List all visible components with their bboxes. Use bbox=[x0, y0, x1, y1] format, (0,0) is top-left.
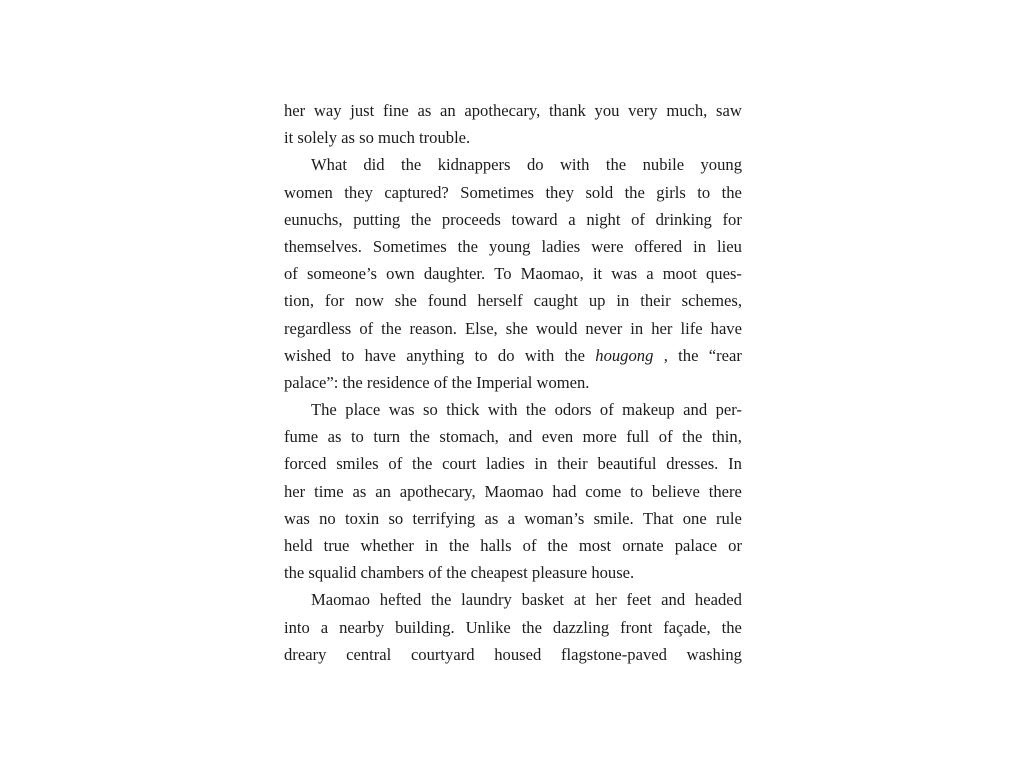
word: the bbox=[564, 345, 585, 365]
page-text bbox=[284, 97, 742, 668]
text-line bbox=[284, 260, 742, 287]
word: dresses. bbox=[666, 454, 719, 474]
word: was bbox=[284, 508, 310, 528]
word: Else, bbox=[464, 318, 498, 338]
word: courtyard bbox=[410, 644, 475, 664]
word: The bbox=[311, 400, 337, 420]
word: terrifying bbox=[412, 508, 476, 528]
word: of bbox=[284, 264, 298, 284]
word: per- bbox=[715, 400, 742, 420]
word: were bbox=[591, 236, 624, 256]
text-line bbox=[284, 179, 742, 206]
word: never bbox=[585, 318, 623, 338]
text-line bbox=[284, 342, 742, 369]
word: women bbox=[284, 182, 333, 202]
word: with bbox=[524, 345, 555, 365]
word: housed bbox=[494, 644, 542, 664]
word: more bbox=[582, 427, 617, 447]
word: as bbox=[484, 508, 499, 528]
word: the bbox=[412, 454, 433, 474]
word: her bbox=[595, 590, 617, 610]
word: herself bbox=[477, 291, 523, 311]
word: and bbox=[683, 400, 708, 420]
word: an bbox=[440, 101, 456, 120]
paragraph bbox=[284, 97, 742, 151]
word: fume bbox=[284, 427, 319, 447]
word: her bbox=[284, 101, 306, 120]
word: saw bbox=[716, 101, 742, 120]
word: dazzling bbox=[552, 617, 610, 637]
word: the bbox=[682, 427, 703, 447]
word: had bbox=[552, 481, 577, 501]
word: time bbox=[314, 481, 344, 501]
word: captured? bbox=[384, 182, 449, 202]
word: makeup bbox=[622, 400, 675, 420]
word: her bbox=[284, 481, 306, 501]
word: and bbox=[661, 590, 686, 610]
word: anything bbox=[406, 345, 465, 365]
word: the bbox=[409, 427, 430, 447]
line-text: the squalid chambers of the cheapest pleasure house. bbox=[284, 563, 635, 583]
word: , bbox=[663, 345, 668, 365]
word: much, bbox=[666, 101, 708, 120]
word: toward bbox=[511, 209, 558, 229]
word: Sometimes bbox=[460, 182, 534, 202]
word: held bbox=[284, 536, 313, 555]
word: thank bbox=[548, 101, 586, 120]
word: with bbox=[559, 155, 590, 175]
word: smile. bbox=[593, 508, 634, 528]
text-line bbox=[284, 396, 742, 423]
word: dreary bbox=[284, 644, 327, 664]
word: to bbox=[341, 345, 355, 365]
word: in bbox=[534, 454, 548, 474]
word: the bbox=[721, 182, 742, 202]
word: in bbox=[616, 291, 630, 311]
word: night bbox=[586, 209, 621, 229]
word: believe bbox=[651, 481, 700, 501]
word: drinking bbox=[655, 209, 712, 229]
word: one bbox=[682, 508, 707, 528]
word: toxin bbox=[345, 508, 380, 528]
word: very bbox=[628, 101, 658, 120]
word: of bbox=[359, 318, 374, 338]
word: for bbox=[722, 209, 742, 229]
word: the bbox=[457, 236, 478, 256]
word: their bbox=[640, 291, 671, 311]
word: tion, bbox=[284, 291, 314, 311]
word: “rear bbox=[708, 345, 742, 365]
word: in bbox=[693, 236, 707, 256]
word: basket bbox=[521, 590, 564, 610]
text-line bbox=[284, 124, 742, 151]
word: the bbox=[431, 590, 452, 610]
word: central bbox=[346, 644, 392, 664]
word: court bbox=[442, 454, 477, 474]
word: do bbox=[526, 155, 544, 175]
word: true bbox=[323, 536, 350, 555]
word: found bbox=[427, 291, 467, 311]
word: the bbox=[547, 536, 568, 555]
word: of bbox=[599, 400, 614, 420]
word: into bbox=[284, 617, 310, 637]
word: palace bbox=[674, 536, 718, 555]
paragraph bbox=[284, 396, 742, 586]
word: a bbox=[568, 209, 576, 229]
word: Sometimes bbox=[372, 236, 447, 256]
word: now bbox=[355, 291, 384, 311]
word: an bbox=[375, 481, 391, 501]
word: the bbox=[521, 617, 542, 637]
word: do bbox=[497, 345, 515, 365]
word: apothecary, bbox=[399, 481, 476, 501]
word: In bbox=[728, 454, 742, 474]
word: front bbox=[620, 617, 653, 637]
word: her bbox=[651, 318, 673, 338]
word: young bbox=[488, 236, 531, 256]
word: forced bbox=[284, 454, 327, 474]
word: their bbox=[557, 454, 588, 474]
word: apothecary, bbox=[464, 101, 541, 120]
word: just bbox=[350, 101, 375, 120]
text-line bbox=[284, 233, 742, 260]
word: they bbox=[545, 182, 575, 202]
word: have bbox=[364, 345, 396, 365]
word: headed bbox=[694, 590, 742, 610]
word: was bbox=[388, 400, 415, 420]
word: kidnappers bbox=[437, 155, 511, 175]
word: odors bbox=[554, 400, 592, 420]
word: would bbox=[535, 318, 578, 338]
word: the bbox=[401, 155, 422, 175]
word: turn bbox=[373, 427, 401, 447]
word: for bbox=[324, 291, 345, 311]
word: nubile bbox=[642, 155, 685, 175]
word: thin, bbox=[711, 427, 742, 447]
word: to bbox=[630, 481, 644, 501]
word: there bbox=[708, 481, 742, 501]
text-line bbox=[284, 423, 742, 450]
word: stomach, bbox=[439, 427, 499, 447]
word: a bbox=[507, 508, 516, 528]
word: so bbox=[423, 400, 438, 420]
word: woman’s bbox=[524, 508, 585, 528]
word: building. bbox=[395, 617, 455, 637]
word: way bbox=[313, 101, 342, 120]
word: putting bbox=[353, 209, 401, 229]
word: most bbox=[578, 536, 612, 555]
word: they bbox=[344, 182, 373, 202]
text-line bbox=[284, 505, 742, 532]
word: sold bbox=[585, 182, 614, 202]
word: she bbox=[505, 318, 528, 338]
text-line bbox=[284, 586, 742, 613]
word: of bbox=[631, 209, 645, 229]
word: the bbox=[381, 318, 402, 338]
word: reason. bbox=[409, 318, 457, 338]
word: and bbox=[508, 427, 533, 447]
word: own bbox=[386, 264, 415, 284]
word: feet bbox=[626, 590, 652, 610]
word: Maomao bbox=[311, 590, 370, 610]
word: Unlike bbox=[465, 617, 511, 637]
word: a bbox=[646, 264, 654, 284]
word: it bbox=[592, 264, 603, 284]
word: the bbox=[410, 209, 432, 229]
word: ques- bbox=[705, 264, 742, 284]
word: daughter. bbox=[423, 264, 486, 284]
word: to bbox=[697, 182, 711, 202]
word: the bbox=[678, 345, 699, 365]
word: did bbox=[363, 155, 385, 175]
word: schemes, bbox=[681, 291, 742, 311]
word: fine bbox=[382, 101, 409, 120]
word: up bbox=[588, 291, 606, 311]
word: Maomao bbox=[484, 481, 544, 501]
word: lieu bbox=[717, 236, 742, 256]
word: at bbox=[573, 590, 586, 610]
word: have bbox=[710, 318, 742, 338]
word: she bbox=[394, 291, 417, 311]
word: ladies bbox=[541, 236, 581, 256]
text-line bbox=[284, 151, 742, 178]
word: whether bbox=[360, 536, 414, 555]
word: life bbox=[680, 318, 703, 338]
word: even bbox=[541, 427, 574, 447]
paragraph bbox=[284, 151, 742, 396]
text-line bbox=[284, 206, 742, 233]
paragraph bbox=[284, 586, 742, 668]
word: rule bbox=[716, 508, 742, 528]
word: flagstone-paved bbox=[560, 644, 667, 664]
word: as bbox=[352, 481, 367, 501]
word: someone’s bbox=[306, 264, 378, 284]
word: the bbox=[448, 536, 470, 555]
word: in bbox=[630, 318, 644, 338]
word: ornate bbox=[622, 536, 664, 555]
word: as bbox=[327, 427, 342, 447]
word: To bbox=[494, 264, 512, 284]
word: washing bbox=[686, 644, 742, 664]
word: Maomao, bbox=[520, 264, 584, 284]
word: halls bbox=[480, 536, 512, 555]
word: as bbox=[417, 101, 432, 120]
word: was bbox=[611, 264, 638, 284]
word: laundry bbox=[461, 590, 512, 610]
word: full bbox=[626, 427, 650, 447]
text-line bbox=[284, 315, 742, 342]
word: no bbox=[319, 508, 336, 528]
word: of bbox=[658, 427, 673, 447]
line-text: palace”: the residence of the Imperial women. bbox=[284, 372, 590, 392]
word: young bbox=[700, 155, 742, 175]
word: thick bbox=[446, 400, 480, 420]
emphasized-term: hougong bbox=[595, 345, 654, 365]
word: to bbox=[474, 345, 488, 365]
word: eunuchs, bbox=[284, 209, 343, 229]
text-line bbox=[284, 641, 742, 668]
word: come bbox=[585, 481, 622, 501]
text-line bbox=[284, 559, 742, 586]
text-line bbox=[284, 478, 742, 505]
word: in bbox=[424, 536, 438, 555]
word: smiles bbox=[336, 454, 379, 474]
word: hefted bbox=[379, 590, 422, 610]
text-line bbox=[284, 369, 742, 396]
word: moot bbox=[662, 264, 697, 284]
word: nearby bbox=[339, 617, 385, 637]
word: a bbox=[320, 617, 329, 637]
word: place bbox=[345, 400, 381, 420]
word: girls bbox=[656, 182, 686, 202]
word: or bbox=[728, 536, 742, 555]
word: façade, bbox=[663, 617, 711, 637]
word: the bbox=[721, 617, 742, 637]
word: you bbox=[594, 101, 620, 120]
line-text: it solely as so much trouble. bbox=[284, 128, 471, 148]
word: proceeds bbox=[441, 209, 501, 229]
text-line bbox=[284, 287, 742, 314]
text-line bbox=[284, 97, 742, 124]
word: with bbox=[487, 400, 518, 420]
word: ladies bbox=[486, 454, 525, 474]
word: What bbox=[311, 155, 347, 175]
word: caught bbox=[533, 291, 578, 311]
word: the bbox=[525, 400, 547, 420]
text-line bbox=[284, 450, 742, 477]
word: the bbox=[605, 155, 627, 175]
text-line bbox=[284, 532, 742, 559]
text-line bbox=[284, 614, 742, 641]
word: beautiful bbox=[597, 454, 657, 474]
word: of bbox=[388, 454, 403, 474]
word: themselves. bbox=[284, 236, 362, 256]
word: offered bbox=[634, 236, 683, 256]
word: of bbox=[522, 536, 537, 555]
word: regardless bbox=[284, 318, 352, 338]
word: the bbox=[624, 182, 645, 202]
word: That bbox=[643, 508, 674, 528]
word: so bbox=[388, 508, 404, 528]
word: to bbox=[350, 427, 364, 447]
word: wished bbox=[284, 345, 332, 365]
